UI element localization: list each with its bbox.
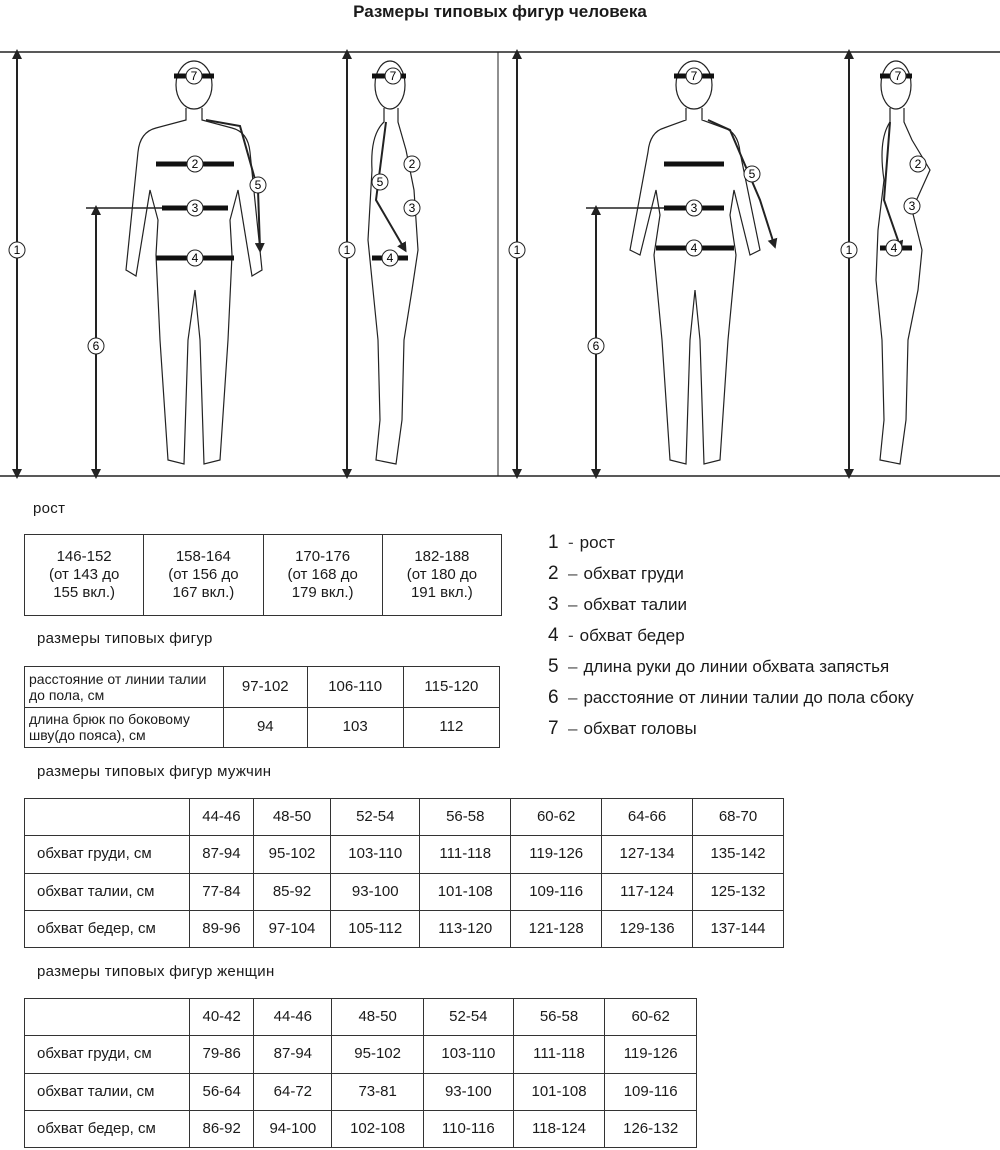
men-section-label: размеры типовых фигур мужчин — [37, 763, 272, 780]
marker-2 — [910, 156, 926, 172]
svg-text:3: 3 — [690, 201, 698, 215]
table-row-label: обхват талии, см — [25, 1073, 190, 1110]
woman-front-figure — [630, 61, 760, 464]
marker-2 — [187, 156, 203, 172]
marker-7 — [890, 68, 906, 84]
table-cell: 105-112 — [331, 910, 420, 947]
svg-text:1: 1 — [513, 243, 521, 257]
marker-1 — [9, 242, 25, 258]
svg-text:2: 2 — [408, 157, 416, 171]
svg-text:2: 2 — [914, 157, 922, 171]
table-cell: 135-142 — [693, 836, 784, 873]
table-cell: 102-108 — [332, 1110, 424, 1147]
height-cell: 182-188 (от 180 до 191 вкл.) — [382, 535, 501, 616]
typical-table — [24, 666, 500, 748]
size-header: 56-58 — [513, 999, 605, 1036]
marker-4 — [686, 240, 702, 256]
marker-1 — [339, 242, 355, 258]
table-cell: 103-110 — [423, 1036, 513, 1073]
svg-text:4: 4 — [690, 241, 698, 255]
table-cell: 110-116 — [423, 1110, 513, 1147]
men-sizes-table — [24, 798, 784, 948]
marker-4 — [187, 250, 203, 266]
svg-text:3: 3 — [908, 199, 916, 213]
table-cell: 109-116 — [605, 1073, 697, 1110]
size-header: 44-46 — [254, 999, 332, 1036]
svg-text:1: 1 — [13, 243, 21, 257]
table-cell: 119-126 — [511, 836, 602, 873]
measurement-legend — [548, 532, 914, 749]
table-cell: 109-116 — [511, 873, 602, 910]
table-row-label: обхват талии, см — [25, 873, 190, 910]
table-cell: 77-84 — [190, 873, 254, 910]
table-cell: 97-102 — [224, 667, 308, 708]
women-sizes-table — [24, 998, 697, 1148]
svg-text:5: 5 — [376, 175, 384, 189]
svg-text:3: 3 — [408, 201, 416, 215]
table-cell: 85-92 — [253, 873, 330, 910]
table-cell: 137-144 — [693, 910, 784, 947]
table-row-label: расстояние от линии талии до пола, см — [25, 667, 224, 708]
height-cell: 170-176 (от 168 до 179 вкл.) — [263, 535, 382, 616]
table-cell: 79-86 — [190, 1036, 254, 1073]
marker-3 — [686, 200, 702, 216]
table-cell: 73-81 — [332, 1073, 424, 1110]
size-header: 68-70 — [693, 799, 784, 836]
size-header: 60-62 — [605, 999, 697, 1036]
svg-text:1: 1 — [845, 243, 853, 257]
svg-text:5: 5 — [254, 178, 262, 192]
height-table — [24, 534, 502, 616]
table-cell: 94 — [224, 707, 308, 748]
table-cell: 86-92 — [190, 1110, 254, 1147]
marker-1 — [509, 242, 525, 258]
size-header: 64-66 — [602, 799, 693, 836]
table-cell: 87-94 — [190, 836, 254, 873]
table-row-label: обхват груди, см — [25, 1036, 190, 1073]
empty-header-cell — [25, 999, 190, 1036]
size-header: 44-46 — [190, 799, 254, 836]
body-measurement-illustration — [0, 40, 1000, 480]
table-cell: 117-124 — [602, 873, 693, 910]
table-cell: 119-126 — [605, 1036, 697, 1073]
marker-7 — [686, 68, 702, 84]
legend-item: 7 – обхват головы — [548, 718, 697, 739]
svg-text:3: 3 — [191, 201, 199, 215]
legend-item: 1 - рост — [548, 532, 615, 553]
marker-5 — [744, 166, 760, 182]
marker-7 — [385, 68, 401, 84]
table-cell: 129-136 — [602, 910, 693, 947]
table-cell: 125-132 — [693, 873, 784, 910]
marker-3 — [404, 200, 420, 216]
table-cell: 101-108 — [420, 873, 511, 910]
legend-item: 5 – длина руки до линии обхвата запястья — [548, 656, 890, 677]
table-cell: 97-104 — [253, 910, 330, 947]
size-header: 40-42 — [190, 999, 254, 1036]
table-cell: 121-128 — [511, 910, 602, 947]
marker-7 — [186, 68, 202, 84]
table-cell: 113-120 — [420, 910, 511, 947]
table-cell: 93-100 — [331, 873, 420, 910]
svg-text:5: 5 — [748, 167, 756, 181]
legend-item: 3 – обхват талии — [548, 594, 687, 615]
svg-text:7: 7 — [190, 69, 198, 83]
typical-section-label: размеры типовых фигур — [37, 630, 213, 647]
svg-text:4: 4 — [191, 251, 199, 265]
svg-text:2: 2 — [191, 157, 199, 171]
size-header: 48-50 — [253, 799, 330, 836]
height-cell: 158-164 (от 156 до 167 вкл.) — [144, 535, 263, 616]
marker-5 — [250, 177, 266, 193]
table-cell: 93-100 — [423, 1073, 513, 1110]
table-cell: 95-102 — [253, 836, 330, 873]
table-cell: 101-108 — [513, 1073, 605, 1110]
table-cell: 95-102 — [332, 1036, 424, 1073]
empty-header-cell — [25, 799, 190, 836]
svg-text:6: 6 — [592, 339, 600, 353]
height-cell: 146-152 (от 143 до 155 вкл.) — [25, 535, 144, 616]
marker-5 — [372, 174, 388, 190]
marker-2 — [404, 156, 420, 172]
svg-text:7: 7 — [690, 69, 698, 83]
table-cell: 56-64 — [190, 1073, 254, 1110]
table-cell: 111-118 — [513, 1036, 605, 1073]
table-cell: 111-118 — [420, 836, 511, 873]
page-title: Размеры типовых фигур человека — [353, 2, 647, 21]
woman-side-figure — [876, 61, 930, 464]
table-cell: 115-120 — [403, 667, 499, 708]
legend-item: 4 - обхват бедер — [548, 625, 685, 646]
table-cell: 89-96 — [190, 910, 254, 947]
legend-item: 6 – расстояние от линии талии до пола сбоку — [548, 687, 914, 708]
legend-item: 2 – обхват груди — [548, 563, 684, 584]
svg-text:4: 4 — [386, 251, 394, 265]
marker-3 — [187, 200, 203, 216]
size-header: 48-50 — [332, 999, 424, 1036]
table-cell: 112 — [403, 707, 499, 748]
women-section-label: размеры типовых фигур женщин — [37, 963, 275, 980]
height-section-label: рост — [33, 500, 66, 517]
svg-text:6: 6 — [92, 339, 100, 353]
marker-6 — [588, 338, 604, 354]
size-header: 52-54 — [423, 999, 513, 1036]
svg-text:4: 4 — [890, 241, 898, 255]
svg-text:7: 7 — [894, 69, 902, 83]
table-cell: 106-110 — [307, 667, 403, 708]
size-header: 56-58 — [420, 799, 511, 836]
svg-text:7: 7 — [389, 69, 397, 83]
marker-4 — [886, 240, 902, 256]
svg-text:1: 1 — [343, 243, 351, 257]
table-row-label: обхват груди, см — [25, 836, 190, 873]
marker-1 — [841, 242, 857, 258]
table-row-label: обхват бедер, см — [25, 910, 190, 947]
table-cell: 103-110 — [331, 836, 420, 873]
marker-6 — [88, 338, 104, 354]
table-cell: 94-100 — [254, 1110, 332, 1147]
marker-3 — [904, 198, 920, 214]
table-row-label: длина брюк по боковому шву(до пояса), см — [25, 707, 224, 748]
table-row-label: обхват бедер, см — [25, 1110, 190, 1147]
table-cell: 64-72 — [254, 1073, 332, 1110]
table-cell: 127-134 — [602, 836, 693, 873]
table-cell: 87-94 — [254, 1036, 332, 1073]
table-cell: 103 — [307, 707, 403, 748]
table-cell: 118-124 — [513, 1110, 605, 1147]
table-cell: 126-132 — [605, 1110, 697, 1147]
marker-4 — [382, 250, 398, 266]
size-header: 60-62 — [511, 799, 602, 836]
size-header: 52-54 — [331, 799, 420, 836]
